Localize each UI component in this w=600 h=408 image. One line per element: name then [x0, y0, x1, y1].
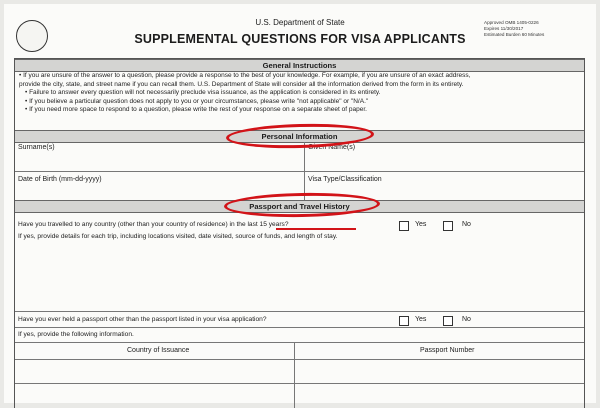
field-row-divider	[15, 171, 584, 172]
passport-no-checkbox[interactable]	[443, 316, 453, 326]
visa-type-label: Visa Type/Classification	[308, 176, 382, 183]
dob-label: Date of Birth (mm-dd-yyyy)	[18, 176, 102, 183]
row-divider	[15, 342, 584, 343]
instruction-line: • Failure to answer every question will not necessarily preclude visa issuance, as the application is considered in its entirety.	[25, 89, 381, 97]
general-instructions-heading: General Instructions	[15, 59, 584, 72]
table-column-divider	[294, 342, 295, 408]
personal-information-heading: Personal Information	[15, 130, 584, 143]
passport-yes-checkbox[interactable]	[399, 316, 409, 326]
form-page	[4, 4, 596, 403]
form-body	[14, 58, 585, 408]
department-name: U.S. Department of State	[255, 18, 345, 27]
row-divider	[15, 327, 584, 328]
passport-no-label: No	[462, 316, 471, 323]
table-row-divider	[15, 359, 584, 360]
passport-number-header: Passport Number	[420, 347, 475, 354]
travel-yes-checkbox[interactable]	[399, 221, 409, 231]
omb-burden: Estimated Burden 60 Minutes	[484, 32, 545, 37]
passport-travel-heading: Passport and Travel History	[15, 200, 584, 213]
travel-no-label: No	[462, 221, 471, 228]
omb-info	[484, 20, 544, 38]
instruction-line: • If you are unsure of the answer to a question, please provide a response to the best of your knowledge. For example, if you are unsure of an exact address,	[19, 72, 471, 79]
table-row-divider	[15, 383, 584, 384]
travel-details-instruction: If yes, provide details for each trip, including locations visited, date visited, source of funds, and length of stay.	[18, 233, 338, 240]
omb-expiry: Expires 11/30/2017	[484, 26, 524, 31]
general-instructions	[19, 72, 579, 115]
given-name-label: Given Name(s)	[308, 144, 356, 151]
instruction-line: • If you believe a particular question does not apply to you or your circumstances, please write "not applicable" or "N/A."	[25, 97, 369, 105]
travel-yes-label: Yes	[415, 221, 427, 228]
section-divider	[15, 311, 584, 312]
country-of-issuance-header: Country of Issuance	[127, 347, 190, 354]
instruction-line: provide the city, state, and street name if you can recall them. U.S. Department of State will consider all the information derived from the form in its entirety.	[19, 80, 464, 88]
surname-label: Surname(s)	[18, 144, 55, 151]
travel-no-checkbox[interactable]	[443, 221, 453, 231]
instruction-line: • If you need more space to respond to a question, please write the rest of your response on a separate sheet of paper.	[25, 106, 367, 114]
other-passport-instruction: If yes, provide the following information.	[18, 331, 134, 338]
omb-approval: Approved OMB 1405-0226	[484, 20, 539, 25]
passport-yes-label: Yes	[415, 316, 427, 323]
other-passport-question: Have you ever held a passport other than the passport listed in your visa application?	[18, 316, 267, 323]
form-title: SUPPLEMENTAL QUESTIONS FOR VISA APPLICANTS	[134, 32, 466, 46]
last-15-years-underline	[276, 228, 356, 230]
travel-question: Have you travelled to any country (other than your country of residence) in the last 15 years?	[18, 221, 289, 228]
